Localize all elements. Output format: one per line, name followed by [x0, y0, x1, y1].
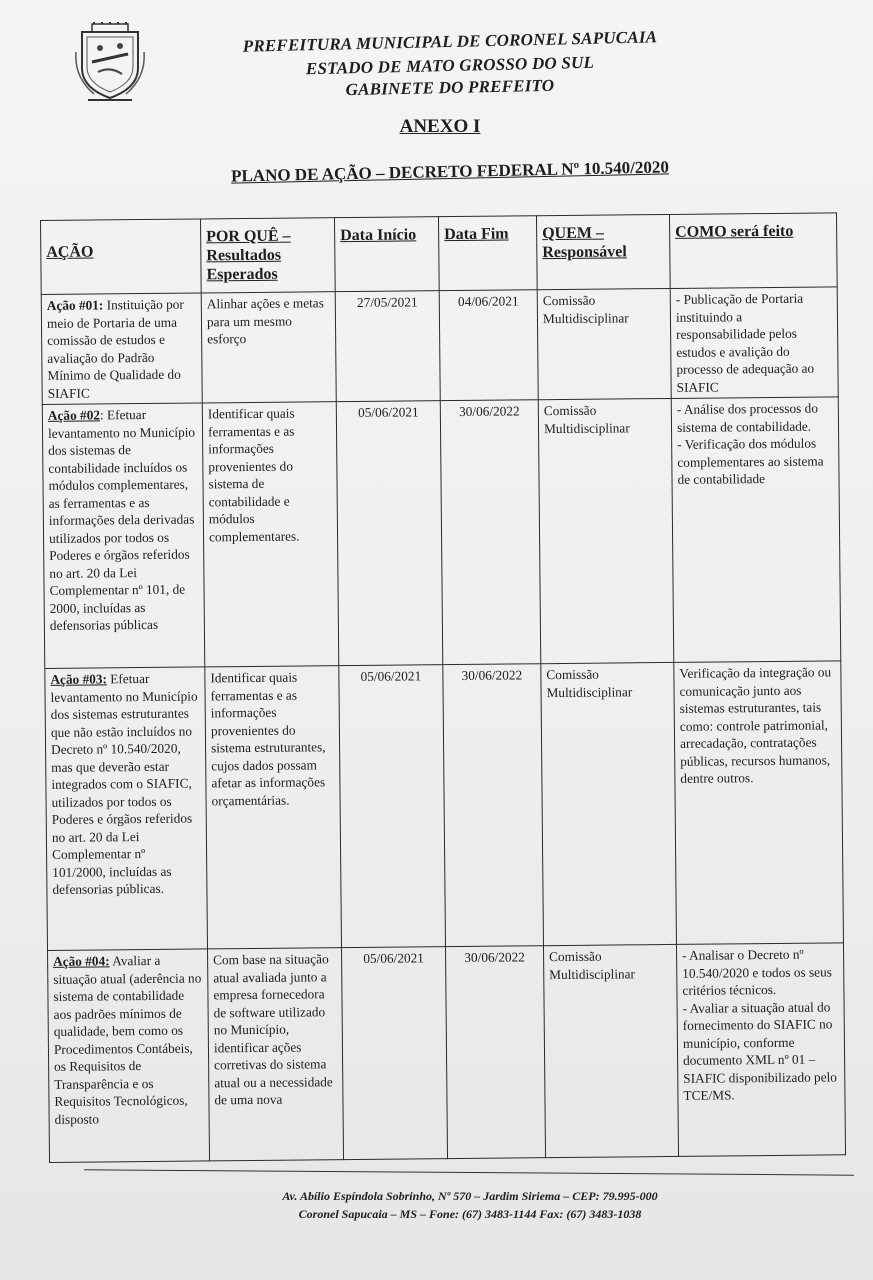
col-header-quem-line2: Responsável: [542, 243, 627, 262]
action-text: Avaliar a situação atual (aderência no sistema de contabilidade aos padrões mínimos de qualidade, bem como os Procedimentos Contábeis, os Requisitos de Transparência e os Requisitos Tecnológicos, disposto: [53, 952, 202, 1127]
como-cell: - Publicação de Portaria instituindo a responsabilidade pelos estudos e avalição do processo de adequação ao SIAFIC: [670, 287, 838, 399]
annex-title: ANEXO I: [399, 116, 481, 137]
action-label: Ação #04:: [53, 953, 110, 969]
data-fim-cell: 04/06/2021: [439, 290, 538, 401]
footer-address: Av. Abílio Espíndola Sobrinho, Nº 570 – Jardim Siriema – CEP: 79.995-000: [282, 1189, 658, 1203]
acao-cell: [45, 667, 208, 951]
footer-divider: [84, 1169, 854, 1175]
table-row: [42, 397, 840, 669]
data-fim-cell: 30/06/2022: [443, 664, 544, 947]
data-fim-cell: 30/06/2022: [440, 400, 541, 665]
col-header-data-fim: Data Fim: [438, 216, 537, 291]
plan-title: PLANO DE AÇÃO – DECRETO FEDERAL Nº 10.540/2020: [230, 157, 670, 186]
quem-cell: Comissão Multidisciplinar: [543, 944, 678, 1157]
header-gabinete: GABINETE DO PREFEITO: [345, 75, 555, 100]
col-header-porque-line1: POR QUÊ –: [206, 227, 291, 246]
col-header-quem-line1: QUEM –: [542, 224, 605, 243]
data-inicio-cell: 05/06/2021: [339, 665, 446, 948]
action-label: Ação #02: [47, 407, 101, 423]
table-row: [45, 661, 844, 951]
action-text: Instituição por meio de Portaria de uma comissão de estudos e avaliação do Padrão Mínimo de Qualidade do SIAFIC: [46, 296, 184, 401]
action-label: Ação #01:: [46, 297, 104, 313]
porque-cell: Com base na situação atual avaliada junto a empresa fornecedora de software utilizado no Município, identificar ações corretivas do sistema atual ou a necessidade de uma nova: [208, 948, 344, 1161]
data-inicio-cell: 27/05/2021: [335, 291, 440, 402]
action-text: : Efetuar levantamento no Município dos sistemas de contabilidade incluídos os módulos complementares, as ferramentas e as informações dela derivadas utilizados por todos os Poderes e órgãos referidos no art. 20 da Lei Complementar nº 101, de 2000, incluídas as defensorias públicas: [47, 406, 196, 633]
header-prefeitura: PREFEITURA MUNICIPAL DE CORONEL SAPUCAIA: [242, 27, 658, 56]
data-fim-cell: 30/06/2022: [445, 946, 545, 1159]
col-header-quem: [536, 214, 670, 289]
action-text: Efetuar levantamento no Município dos sistemas estruturantes que não estão incluídos no Decreto nº 10.540/2020, mas que deverão estar integrados com o SIAFIC, utilizados por todos os Poderes e órgãos referidos no art. 20 da Lei Complementar nº 101/2000, incluídas as defensorias públicas.: [50, 670, 198, 897]
como-cell: Verificação da integração ou comunicação junto aos sistemas estruturantes, tais como: controle patrimonial, arrecadação, contratações públicas, recursos humanos, dentre outros.: [674, 661, 844, 945]
action-label: Ação #03:: [50, 671, 107, 687]
acao-cell: [48, 949, 210, 1163]
footer-contact: Coronel Sapucaia – MS – Fone: (67) 3483-1144 Fax: (67) 3483-1038: [298, 1207, 642, 1221]
action-plan-table: [40, 212, 846, 1163]
porque-cell: Alinhar ações e metas para um mesmo esforço: [201, 292, 336, 403]
col-header-acao: AÇÃO: [41, 219, 202, 295]
col-header-porque-line3: Esperados: [206, 265, 278, 284]
col-header-porque: [200, 218, 335, 293]
acao-cell: [41, 293, 202, 405]
col-header-porque-line2: Resultados: [206, 246, 282, 265]
quem-cell: Comissão Multidisciplinar: [541, 662, 677, 945]
data-inicio-cell: 05/06/2021: [336, 401, 443, 666]
quem-cell: Comissão Multidisciplinar: [537, 288, 671, 399]
quem-cell: Comissão Multidisciplinar: [538, 398, 674, 663]
data-inicio-cell: 05/06/2021: [341, 947, 447, 1160]
acao-cell: [42, 403, 205, 669]
col-header-data-inicio: Data Início: [334, 217, 439, 292]
table-row: [48, 943, 846, 1163]
table-row: [41, 287, 838, 405]
como-cell: - Analisar o Decreto nº 10.540/2020 e todos os seus critérios técnicos. - Avaliar a situação atual do fornecimento do SIAFIC no município, conforme documento XML nº 01 – SIAFIC disponibilizado pelo TCE/MS.: [676, 943, 845, 1157]
municipal-coat-of-arms-icon: [74, 22, 146, 104]
table-header-row: [41, 213, 838, 295]
col-header-como: COMO será feito: [669, 213, 837, 289]
porque-cell: Identificar quais ferramentas e as informações provenientes do sistema estruturantes, cujos dados possam afetar as informações orçamentárias.: [205, 666, 342, 949]
porque-cell: Identificar quais ferramentas e as informações provenientes do sistema de contabilidade e módulos complementares.: [202, 402, 339, 667]
como-cell: - Análise dos processos do sistema de contabilidade. - Verificação dos módulos complementares ao sistema de contabilidade: [671, 397, 841, 663]
header-estado: ESTADO DE MATO GROSSO DO SUL: [305, 52, 595, 79]
